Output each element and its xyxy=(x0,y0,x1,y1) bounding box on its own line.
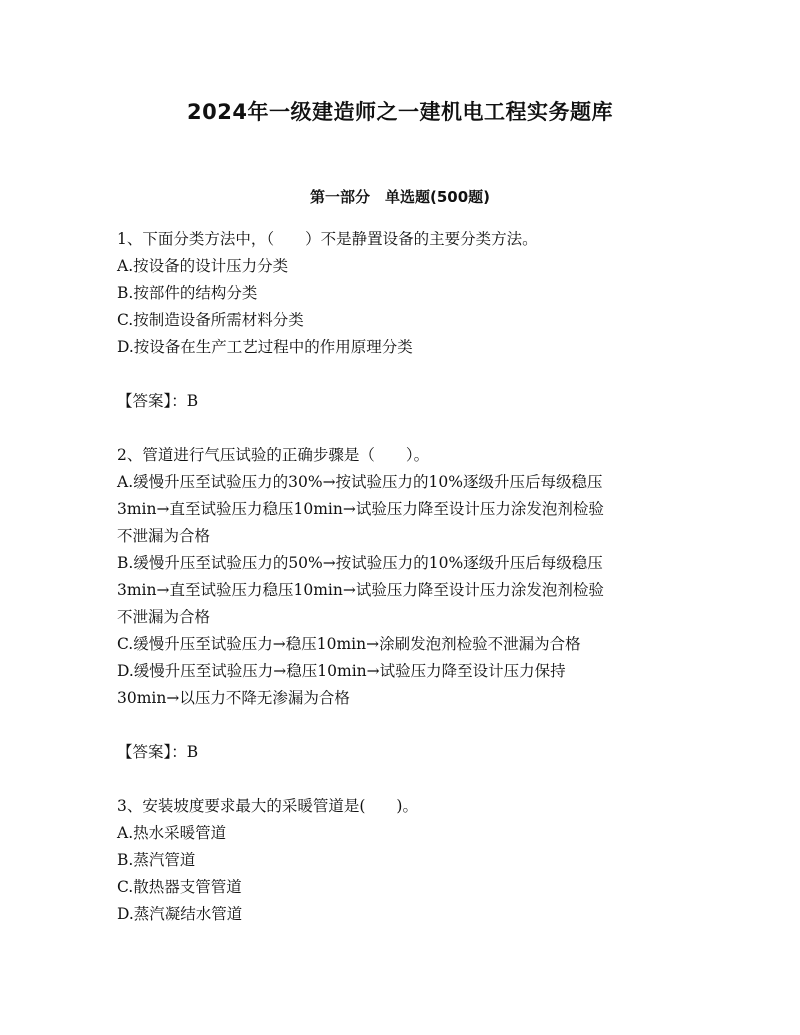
question-list xyxy=(117,226,687,928)
option-line: 3min→直至试验压力稳压10min→试验压力降至设计压力涂发泡剂检验 xyxy=(117,500,604,518)
option-a xyxy=(117,469,687,550)
spacer xyxy=(117,766,687,793)
spacer xyxy=(117,361,687,388)
document-title: 2024年一级建造师之一建机电工程实务题库 xyxy=(187,100,613,124)
option-a: A.热水采暖管道 xyxy=(117,824,227,842)
question-2 xyxy=(117,442,687,793)
question-stem: 3、安装坡度要求最大的采暖管道是( )。 xyxy=(117,797,418,815)
option-line: 不泄漏为合格 xyxy=(117,527,211,545)
section-title: 第一部分 单选题(500题) xyxy=(309,188,491,206)
spacer xyxy=(117,415,687,442)
question-stem: 1、下面分类方法中，（ ）不是静置设备的主要分类方法。 xyxy=(117,230,538,248)
option-line: 30min→以压力不降无渗漏为合格 xyxy=(117,689,350,707)
option-d xyxy=(117,658,687,712)
question-1 xyxy=(117,226,687,442)
option-line: 3min→直至试验压力稳压10min→试验压力降至设计压力涂发泡剂检验 xyxy=(117,581,604,599)
question-stem: 2、管道进行气压试验的正确步骤是（ ）。 xyxy=(117,446,430,464)
option-line: B.缓慢升压至试验压力的50%→按试验压力的10%逐级升压后每级稳压 xyxy=(117,554,603,572)
option-a: A.按设备的设计压力分类 xyxy=(117,257,289,275)
answer: 【答案】：B xyxy=(117,743,199,761)
option-line: 不泄漏为合格 xyxy=(117,608,211,626)
option-b: B.按部件的结构分类 xyxy=(117,284,258,302)
option-c xyxy=(117,631,687,658)
spacer xyxy=(117,712,687,739)
option-line: D.缓慢升压至试验压力→稳压10min→试验压力降至设计压力保持 xyxy=(117,662,566,680)
option-line: C.缓慢升压至试验压力→稳压10min→涂刷发泡剂检验不泄漏为合格 xyxy=(117,635,581,653)
option-d: D.蒸汽凝结水管道 xyxy=(117,905,243,923)
option-d: D.按设备在生产工艺过程中的作用原理分类 xyxy=(117,338,413,356)
option-b: B.蒸汽管道 xyxy=(117,851,196,869)
option-c: C.散热器支管管道 xyxy=(117,878,242,896)
option-c: C.按制造设备所需材料分类 xyxy=(117,311,304,329)
option-line: A.缓慢升压至试验压力的30%→按试验压力的10%逐级升压后每级稳压 xyxy=(117,473,603,491)
question-3 xyxy=(117,793,687,928)
answer: 【答案】：B xyxy=(117,392,199,410)
option-b xyxy=(117,550,687,631)
